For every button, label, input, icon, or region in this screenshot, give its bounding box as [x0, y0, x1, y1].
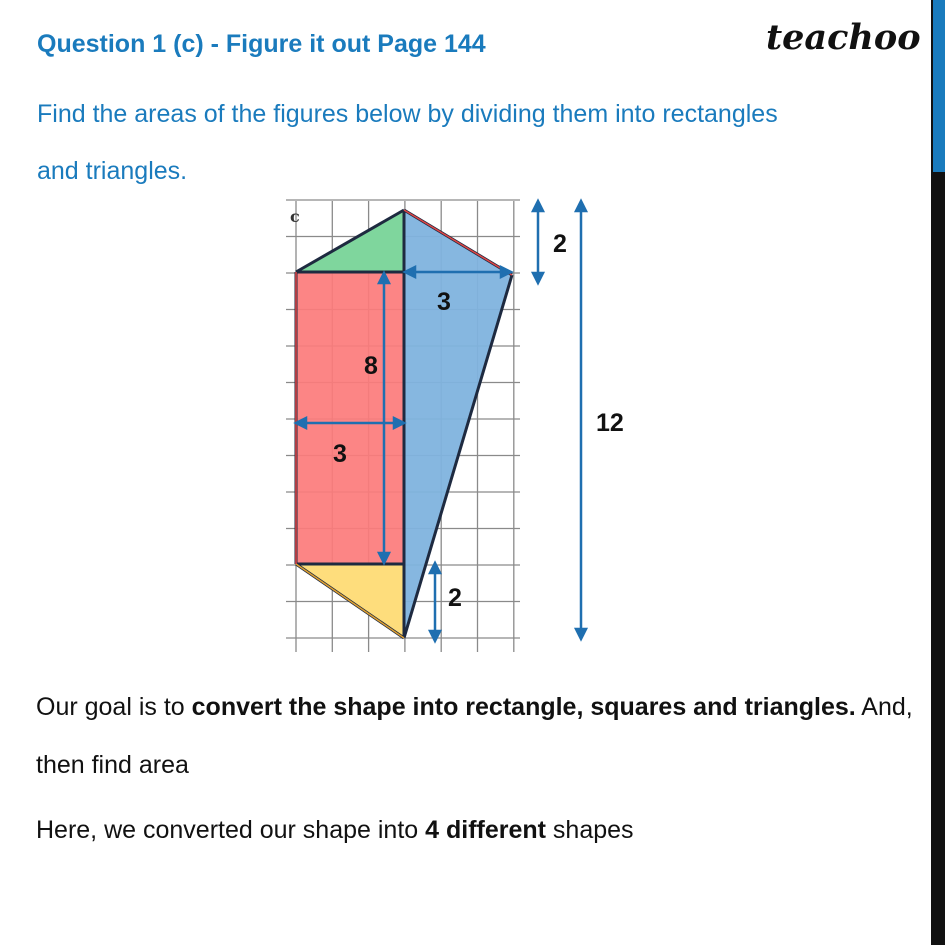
figure-label: c: [290, 207, 300, 226]
dim-label-rectangle-height: 8: [364, 352, 378, 380]
explanation-paragraph-2: [36, 801, 916, 859]
explanation-paragraph-1: [36, 678, 916, 794]
right-edge-accent: [933, 0, 945, 172]
dim-label-right-triangle-width: 3: [437, 288, 451, 316]
red-rectangle: [296, 272, 404, 564]
para2-bold: 4 different: [425, 816, 546, 844]
dim-label-rectangle-width: 3: [333, 440, 347, 468]
question-line-1: Find the areas of the figures below by dividing them into rectangles: [37, 100, 778, 128]
page-title: Question 1 (c) - Figure it out Page 144: [37, 30, 486, 58]
teachoo-logo[interactable]: teachoo: [766, 17, 921, 58]
question-line-2: and triangles.: [37, 157, 188, 185]
para1-prefix: Our goal is to: [36, 693, 192, 721]
para1-suffix: And, then find area: [36, 693, 913, 779]
para2-suffix: shapes: [545, 816, 634, 844]
blue-triangle: [404, 210, 512, 638]
dim-label-total-height: 12: [596, 409, 624, 437]
para2-prefix: Here, we converted our shape into: [36, 816, 426, 844]
dim-label-top-triangle: 2: [553, 230, 567, 258]
para1-bold: convert the shape into rectangle, squares and triangles.: [191, 693, 856, 721]
dim-label-bottom-triangle: 2: [448, 584, 462, 612]
